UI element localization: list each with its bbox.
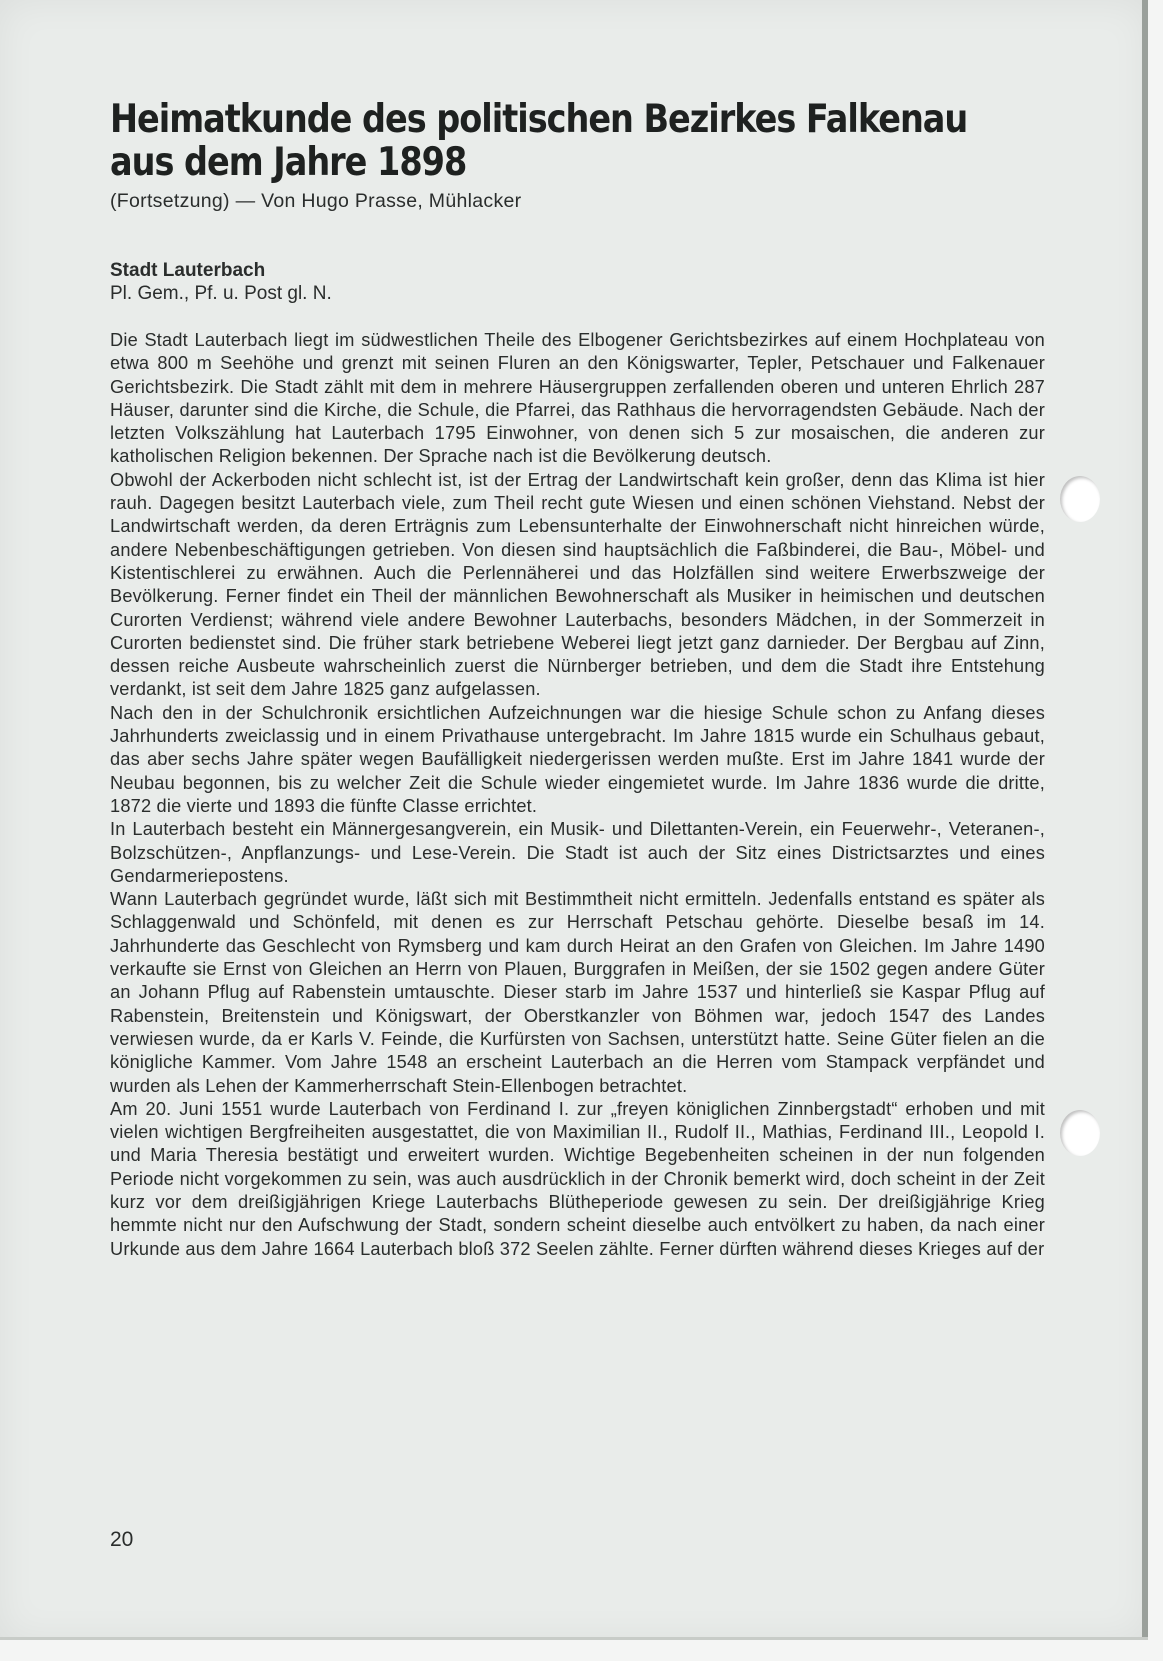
section-subheading: Pl. Gem., Pf. u. Post gl. N. [110, 283, 332, 304]
paragraph: Nach den in der Schulchronik ersichtlichen Aufzeichnungen war die hiesige Schule schon zu Anfang dieses Jahrhunderts zweiclassig und in einem Privathause untergebracht. Im Jahre 1815 wurde ein Schulhaus gebaut, das aber sechs Jahre später wegen Baufälligkeit niedergerissen werden mußte. Erst im Jahre 1841 wurde der Neubau begonnen, bis zu welcher Zeit die Schule wieder eingemietet wurde. Im Jahre 1836 wurde die dritte, 1872 die vierte und 1893 die fünfte Classe errichtet. [110, 702, 1045, 816]
section-heading: Stadt Lauterbach [110, 260, 266, 281]
paragraph: In Lauterbach besteht ein Männergesangverein, ein Musik- und Dilettanten-Verein, ein Feuerwehr-, Veteranen-, Bolzschützen-, Anpflanzungs- und Lese-Verein. Die Stadt ist auch der Sitz eines Districtsarztes und eines Gendarmeriepostens. [110, 819, 1045, 886]
article-body [110, 329, 1045, 1261]
page-number: 20 [110, 1528, 134, 1551]
article-title-line-2: aus dem Jahre 1898 [110, 140, 467, 185]
page-edge-shadow [1142, 0, 1148, 1640]
article-title-line-1: Heimatkunde des politischen Bezirkes Falkenau [110, 97, 968, 142]
page-bottom-edge [0, 1637, 1148, 1640]
article [110, 98, 1045, 1261]
paragraph: Am 20. Juni 1551 wurde Lauterbach von Ferdinand I. zur „freyen königlichen Zinnbergstadt“ erhoben und mit vielen wichtigen Bergfreiheiten ausgestattet, die von Maximilian II., Rudolf II., Mathias, Ferdinand III., Leopold I. und Maria Theresia bestätigt und erweitert wurden. Wichtige Begebenheiten scheinen in der nun folgenden Periode nicht vorgekommen zu sein, was auch ausdrücklich in der Chronik bemerkt wird, doch scheint in der Zeit kurz vor dem dreißigjährigen Kriege Lauterbachs Blütheperiode gewesen zu sein. Der dreißigjährige Krieg hemmte nicht nur den Aufschwung der Stadt, sondern scheint dieselbe auch entvölkert zu haben, da nach einer Urkunde aus dem Jahre 1664 Lauterbach bloß 372 Seelen zählte. Ferner dürften während dieses Krieges auf der [110, 1098, 1045, 1259]
punch-hole [1060, 476, 1100, 522]
punch-hole [1060, 1110, 1100, 1156]
paragraph: Die Stadt Lauterbach liegt im südwestlichen Theile des Elbogener Gerichtsbezirkes auf einem Hochplateau von etwa 800 m Seehöhe und grenzt mit seinen Fluren an den Königswarter, Tepler, Petschauer und Falkenauer Gerichtsbezirk. Die Stadt zählt mit dem in mehrere Häusergruppen zerfallenden oberen und unteren Ehrlich 287 Häuser, darunter sind die Kirche, die Schule, die Pfarrei, das Rathhaus die hervorragendsten Gebäude. Nach der letzten Volkszählung hat Lauterbach 1795 Einwohner, von denen sich 5 zur mosaischen, die anderen zur katholischen Religion bekennen. Der Sprache nach ist die Bevölkerung deutsch. [110, 330, 1045, 467]
paragraph: Wann Lauterbach gegründet wurde, läßt sich mit Bestimmtheit nicht ermitteln. Jedenfalls entstand es später als Schlaggenwald und Schönfeld, mit denen es zur Herrschaft Petschau gehörte. Dieselbe besaß im 14. Jahrhunderte das Geschlecht von Rymsberg und kam durch Heirat an den Grafen von Gleichen. Im Jahre 1490 verkaufte sie Ernst von Gleichen an Herrn von Plauen, Burggrafen in Meißen, der sie 1502 gegen andere Güter an Johann Pflug auf Rabenstein umtauschte. Dieser starb im Jahre 1537 und hinterließ sie Kaspar Pflug auf Rabenstein, Breitenstein und Königswart, der Oberstkanzler von Böhmen war, jedoch 1547 des Landes verwiesen wurde, da er Karls V. Feinde, die Kurfürsten von Sachsen, unterstützt hatte. Seine Güter fielen an die königliche Kammer. Vom Jahre 1548 an erscheint Lauterbach an die Herren vom Stampack verpfändet und wurden als Lehen der Kammerherrschaft Stein-Ellenbogen betrachtet. [110, 889, 1045, 1096]
paragraph: Obwohl der Ackerboden nicht schlecht ist, ist der Ertrag der Landwirtschaft kein großer, denn das Klima ist hier rauh. Dagegen besitzt Lauterbach viele, zum Theil recht gute Wiesen und einen schönen Viehstand. Nebst der Landwirtschaft werden, da deren Erträgnis zum Lebensunterhalte der Einwohnerschaft nicht hinreichen würde, andere Nebenbeschäftigungen getrieben. Von diesen sind hauptsächlich die Faßbinderei, die Bau-, Möbel- und Kistentischlerei zu erwähnen. Auch die Perlennäherei und das Holzfällen sind weitere Erwerbszweige der Bevölkerung. Ferner findet ein Theil der männlichen Bewohnerschaft als Musiker in heimischen und deutschen Curorten Verdienst; während viele andere Bewohner Lauterbachs, besonders Mädchen, in der Sommerzeit in Curorten bedienstet sind. Die früher stark betriebene Weberei liegt jetzt ganz darnieder. Der Bergbau auf Zinn, dessen reiche Ausbeute wahrscheinlich zuerst die Nürnberger betrieben, und dem die Stadt ihre Entstehung verdankt, ist seit dem Jahre 1825 ganz aufgelassen. [110, 469, 1045, 700]
article-title [110, 97, 968, 185]
article-subtitle: (Fortsetzung) — Von Hugo Prasse, Mühlacker [110, 190, 522, 212]
